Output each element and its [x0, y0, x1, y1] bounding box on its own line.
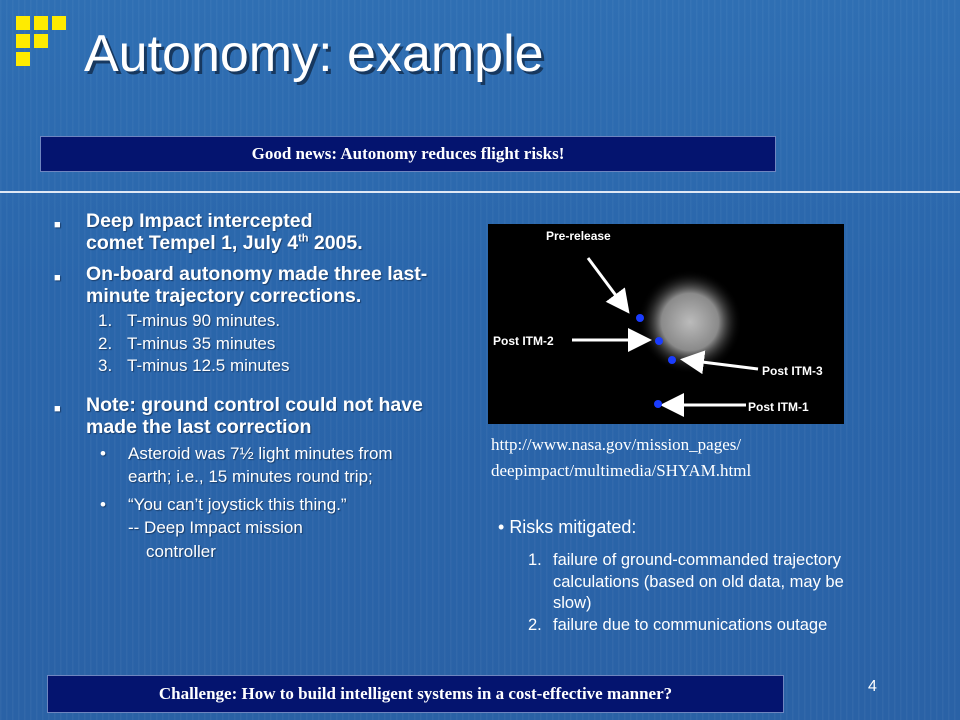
position-dot: [655, 337, 663, 345]
position-dot: [654, 400, 662, 408]
comet-image: [488, 224, 844, 424]
note-sublist: [86, 442, 440, 564]
risks-list: [528, 550, 858, 636]
source-url[interactable]: http://www.nasa.gov/mission_pages/ deepimpact/multimedia/SHYAM.html: [491, 435, 752, 480]
comet-nucleus: [638, 270, 742, 374]
label-pre-release: Pre-release: [546, 229, 611, 243]
list-item: 1. failure of ground-commanded trajectory calculations (based on old data, may be slow): [528, 551, 844, 612]
square-bullet-icon: ■: [54, 219, 61, 231]
slide-title: Autonomy: example: [84, 25, 544, 83]
left-bullets: [50, 210, 440, 572]
arrow-pre-release: [588, 258, 626, 309]
label-post-itm2: Post ITM-2: [493, 334, 554, 348]
square-bullet-icon: ■: [54, 402, 61, 415]
risks-heading: • Risks mitigated:: [498, 517, 637, 537]
list-item: • “You can’t joystick this thing.” -- Deep Impact mission controller: [100, 494, 347, 561]
bullet-note: ■ Note: ground control could not have made the last correction • Asteroid was 7½ light minutes from earth; i.e., 15 minutes round trip; • “You can’t joystick this thing.” -- Deep Impact mission controller: [50, 394, 440, 564]
list-item: 2. T-minus 35 minutes: [98, 333, 276, 353]
logo-icon: [16, 16, 82, 82]
list-item: 3. T-minus 12.5 minutes: [98, 356, 290, 375]
label-post-itm1: Post ITM-1: [748, 400, 809, 414]
list-item: 1. T-minus 90 minutes.: [98, 311, 281, 330]
page-number: 4: [868, 678, 877, 695]
good-news-banner: Good news: Autonomy reduces flight risks!: [40, 136, 776, 172]
corrections-list: [86, 310, 440, 378]
position-dot: [668, 356, 676, 364]
divider: [0, 191, 960, 193]
label-post-itm3: Post ITM-3: [762, 364, 823, 378]
list-item: • Asteroid was 7½ light minutes from earth; i.e., 15 minutes round trip;: [100, 443, 393, 486]
position-dot: [636, 314, 644, 322]
list-item: 2. failure due to communications outage: [528, 615, 828, 634]
square-bullet-icon: ■: [54, 272, 61, 284]
challenge-banner: Challenge: How to build intelligent systems in a cost-effective manner?: [47, 675, 784, 713]
bullet-autonomy: ■ On-board autonomy made three last-minute trajectory corrections. 1. T-minus 90 minutes. 2. T-minus 35 minutes 3. T-minus 12.5 minutes: [50, 263, 440, 378]
bullet-deep-impact: ■ Deep Impact intercepted comet Tempel 1, July 4th 2005.: [54, 210, 363, 254]
